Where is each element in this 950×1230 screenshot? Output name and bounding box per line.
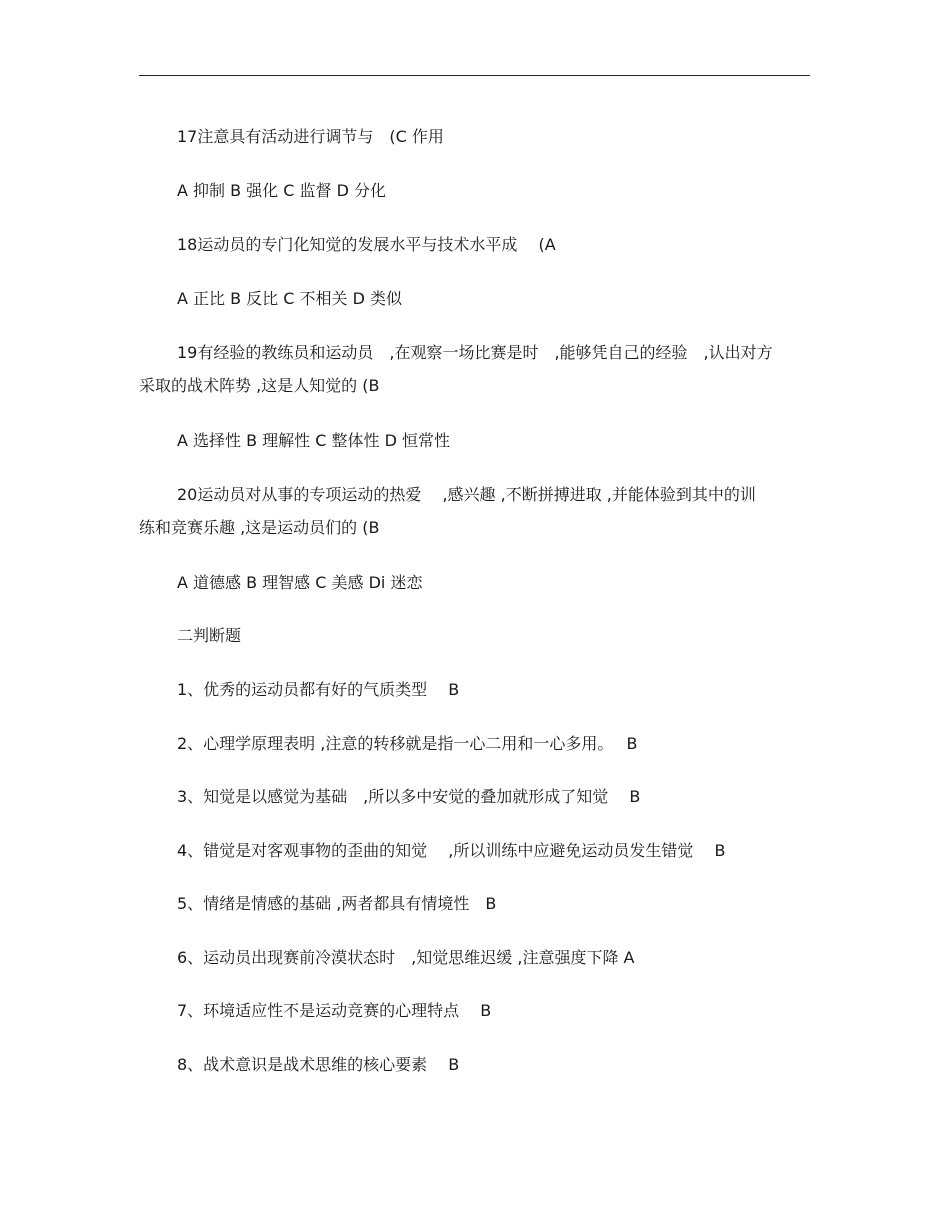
question-19-text-line2: 采取的战术阵势 ,这是人知觉的 (B xyxy=(139,376,380,395)
judgment-item: 5、情绪是情感的基础 ,两者都具有情境性 B xyxy=(177,894,497,913)
question-17-options: A 抑制 B 强化 C 监督 D 分化 xyxy=(177,181,387,200)
question-19-text-line1: 19有经验的教练员和运动员 ,在观察一场比赛是时 ,能够凭自己的经验 ,认出对方 xyxy=(177,343,773,362)
question-20-text-line1: 20运动员对从事的专项运动的热爱 ,感兴趣 ,不断拼搏进取 ,并能体验到其中的训 xyxy=(177,485,756,504)
header-rule xyxy=(139,75,810,76)
section-title: 二判断题 xyxy=(177,626,242,645)
question-20-text-line2: 练和竞赛乐趣 ,这是运动员们的 (B xyxy=(139,518,380,537)
judgment-item: 3、知觉是以感觉为基础 ,所以多中安觉的叠加就形成了知觉 B xyxy=(177,787,641,806)
question-18-text: 18运动员的专门化知觉的发展水平与技术水平成 (A xyxy=(177,235,556,254)
judgment-item: 8、战术意识是战术思维的核心要素 B xyxy=(177,1055,460,1074)
question-19-options: A 选择性 B 理解性 C 整体性 D 恒常性 xyxy=(177,431,451,450)
judgment-item: 7、环境适应性不是运动竞赛的心理特点 B xyxy=(177,1001,492,1020)
judgment-item: 6、运动员出现赛前冷漠状态时 ,知觉思维迟缓 ,注意强度下降 A xyxy=(177,948,635,967)
question-20-options: A 道德感 B 理智感 C 美感 Di 迷恋 xyxy=(177,573,423,592)
judgment-item: 1、优秀的运动员都有好的气质类型 B xyxy=(177,680,460,699)
question-18-options: A 正比 B 反比 C 不相关 D 类似 xyxy=(177,289,403,308)
question-17-text: 17注意具有活动进行调节与 (C 作用 xyxy=(177,127,444,146)
judgment-item: 4、错觉是对客观事物的歪曲的知觉 ,所以训练中应避免运动员发生错觉 B xyxy=(177,841,726,860)
judgment-item: 2、心理学原理表明 ,注意的转移就是指一心二用和一心多用。 B xyxy=(177,734,638,753)
